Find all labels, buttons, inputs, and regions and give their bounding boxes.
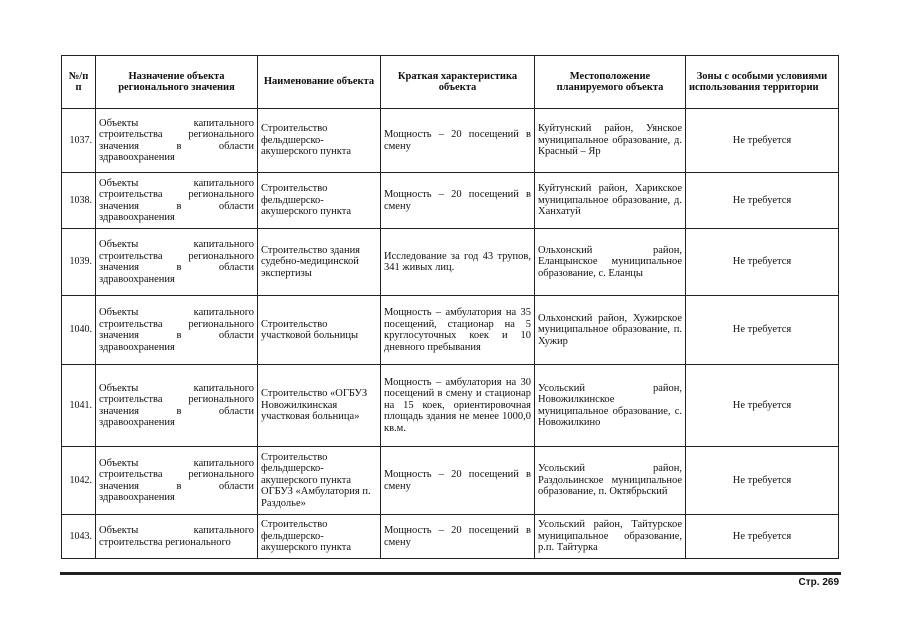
header-purpose: Назначение объекта регионального значения: [96, 56, 258, 109]
row-num: 1038.: [62, 173, 96, 229]
header-num: №/п п: [62, 56, 96, 109]
table-row: [62, 365, 839, 447]
row-zones: Не требуется: [686, 229, 839, 296]
row-num: 1042.: [62, 447, 96, 515]
row-location: Ольхонский район, Еланцынское муниципальное образование, с. Еланцы: [535, 229, 686, 296]
row-description: Мощность – 20 посещений в смену: [381, 173, 535, 229]
table-header-row: [62, 56, 839, 109]
row-description: Мощность – амбулатория на 30 посещений в смену и стационар на 15 коек, ориентировочная площадь здания не менее 1000,0 кв.м.: [381, 365, 535, 447]
row-num: 1041.: [62, 365, 96, 447]
row-zones: Не требуется: [686, 173, 839, 229]
row-purpose: Объекты капитального строительства регионального значения в области здравоохранения: [96, 109, 258, 173]
table-row: [62, 173, 839, 229]
row-purpose: Объекты капитального строительства регионального значения в области здравоохранения: [96, 447, 258, 515]
row-location: Усольский район, Новожилкинское муниципальное образование, с. Новожилкино: [535, 365, 686, 447]
header-zones: Зоны с особыми условиями использования территории: [686, 56, 839, 109]
row-location: Куйтунский район, Уянское муниципальное образование, д. Красный – Яр: [535, 109, 686, 173]
row-num: 1037.: [62, 109, 96, 173]
row-purpose: Объекты капитального строительства регионального значения в области здравоохранения: [96, 296, 258, 365]
row-description: Мощность – 20 посещений в смену: [381, 515, 535, 559]
row-purpose: Объекты капитального строительства регионального значения в области здравоохранения: [96, 365, 258, 447]
table-row: [62, 229, 839, 296]
footer-divider: [60, 572, 841, 575]
table-row: [62, 515, 839, 559]
row-name: Строительство фельдшерско-акушерского пункта: [258, 109, 381, 173]
row-location: Усольский район, Тайтурское муниципальное образование, р.п. Тайтурка: [535, 515, 686, 559]
row-location: Куйтунский район, Харикское муниципальное образование, д. Ханхатуй: [535, 173, 686, 229]
header-description: Краткая характеристика объекта: [381, 56, 535, 109]
row-name: Строительство фельдшерско-акушерского пункта: [258, 515, 381, 559]
row-purpose: Объекты капитального строительства регионального: [96, 515, 258, 559]
row-description: Мощность – амбулатория на 35 посещений, стационар на 5 круглосуточных коек и 10 дневного пребывания: [381, 296, 535, 365]
table-row: [62, 296, 839, 365]
page-number: Стр. 269: [798, 577, 839, 588]
regional-objects-table: [61, 55, 839, 559]
row-name: Строительство участковой больницы: [258, 296, 381, 365]
row-location: Ольхонский район, Хужирское муниципальное образование, п. Хужир: [535, 296, 686, 365]
row-zones: Не требуется: [686, 447, 839, 515]
row-zones: Не требуется: [686, 515, 839, 559]
row-zones: Не требуется: [686, 365, 839, 447]
row-purpose: Объекты капитального строительства регионального значения в области здравоохранения: [96, 229, 258, 296]
row-name: Строительство фельдшерско-акушерского пункта ОГБУЗ «Амбулатория п. Раздолье»: [258, 447, 381, 515]
table-row: [62, 109, 839, 173]
row-num: 1039.: [62, 229, 96, 296]
header-name: Наименование объекта: [258, 56, 381, 109]
row-name: Строительство «ОГБУЗ Новожилкинская участковая больница»: [258, 365, 381, 447]
row-description: Мощность – 20 посещений в смену: [381, 447, 535, 515]
row-description: Исследование за год 43 трупов, 341 живых лиц.: [381, 229, 535, 296]
row-zones: Не требуется: [686, 109, 839, 173]
row-description: Мощность – 20 посещений в смену: [381, 109, 535, 173]
row-num: 1040.: [62, 296, 96, 365]
row-name: Строительство здания судебно-медицинской экспертизы: [258, 229, 381, 296]
row-num: 1043.: [62, 515, 96, 559]
header-location: Местоположение планируемого объекта: [535, 56, 686, 109]
table-row: [62, 447, 839, 515]
row-zones: Не требуется: [686, 296, 839, 365]
row-location: Усольский район, Раздольинское муниципальное образование, п. Октябрьский: [535, 447, 686, 515]
row-purpose: Объекты капитального строительства регионального значения в области здравоохранения: [96, 173, 258, 229]
row-name: Строительство фельдшерско-акушерского пункта: [258, 173, 381, 229]
